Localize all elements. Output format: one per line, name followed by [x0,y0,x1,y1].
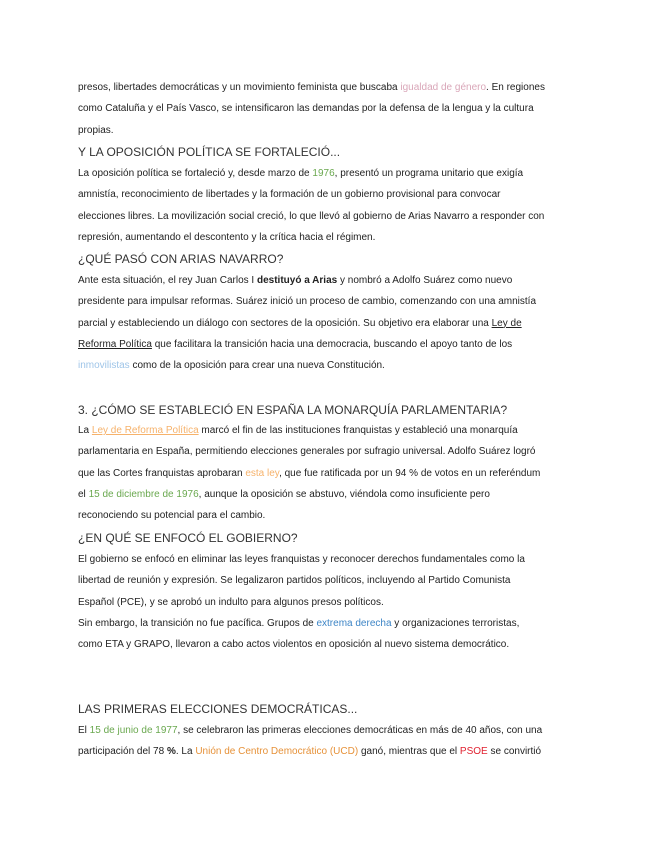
text-line [78,613,583,634]
paragraph-oposicion [78,163,583,248]
text-line [78,334,583,355]
text-line: represión, aumentando el descontento y la crítica hacia el régimen. [78,231,376,243]
text-line: libertad de reunión y expresión. Se legalizaron partidos políticos, incluyendo al Partido Comunista [78,575,511,587]
heading-gobierno: ¿EN QUÉ SE ENFOCÓ EL GOBIERNO? [78,531,298,545]
text-span: y nombró a Adolfo Suárez como nuevo [337,275,513,286]
text-span: como de la oposición para crear una nueva Constitución. [129,360,385,372]
text-span: , presentó un programa unitario que exigía [334,168,524,179]
text-span: y organizaciones terroristas, [391,617,520,629]
text-span: La [78,425,92,436]
text-line [78,720,583,741]
text-line: Español (PCE), y se aprobó un indulto para algunos presos políticos. [78,596,384,608]
text-line: reconociendo su potencial para el cambio. [78,510,266,522]
text-line: elecciones libres. La movilización social creció, lo que llevó al gobierno de Arias Navarro a responder con [78,210,545,222]
text-line [78,420,583,441]
text-line [78,270,583,291]
text-line: parlamentaria en España, permitiendo elecciones generales por sufragio universal. Adolfo Suárez logró [78,446,536,458]
text-span: Ante esta situación, el rey Juan Carlos I [78,275,257,286]
highlight-esta-ley: esta ley [245,467,280,479]
text-line [78,463,583,484]
link-ley-de[interactable]: Ley de [491,317,522,329]
text-line: amnistía, reconocimiento de libertades y la formación de un gobierno provisional para convocar [78,189,501,201]
paragraph-arias [78,270,583,376]
paragraph-gobierno [78,549,583,655]
heading-arias-navarro: ¿QUÉ PASÓ CON ARIAS NAVARRO? [78,252,284,266]
text-line [78,355,583,376]
text-line [78,77,583,98]
highlight-year-1976: 1976 [312,168,335,179]
text-span: La oposición política se fortaleció y, desde marzo de [78,168,313,179]
text-span: se convirtió [487,746,542,758]
highlight-igualdad-genero: igualdad de género [400,82,487,93]
text-line: propias. [78,124,114,136]
text-span: participación del 78 [78,746,167,758]
text-span: , que fue ratificada por un 94 % de votos en un referéndum [279,467,541,479]
text-span: que las Cortes franquistas aprobaran [78,467,246,479]
text-line: presidente para impulsar reformas. Suárez inició un proceso de cambio, comenzando con una amnistía [78,296,537,308]
link-ley-reforma-politica[interactable]: Ley de Reforma Política [91,425,199,436]
text-span: presos, libertades democráticas y un movimiento feminista que buscaba [78,82,401,93]
text-span: que facilitara la transición hacia una democracia, buscando el apoyo tanto de los [151,338,513,350]
bold-percent: % [166,746,176,758]
text-line: El gobierno se enfocó en eliminar las leyes franquistas y reconocer derechos fundamentales como la [78,554,525,565]
text-span: ganó, mientras que el [358,746,460,758]
highlight-inmovilistas: inmovilistas [78,360,130,372]
text-span: el [78,488,89,500]
paragraph-feminism [78,77,583,141]
text-line [78,163,583,184]
text-line: como Cataluña y el País Vasco, se intensificaron las demandas por la defensa de la lengua y la cultura [78,103,534,115]
text-span: parcial y estableciendo un diálogo con sectores de la oposición. Su objetivo era elaborar una [78,317,492,329]
bold-destituyo-arias: destituyó a Arias [256,275,338,286]
heading-monarquia: 3. ¿CÓMO SE ESTABLECIÓ EN ESPAÑA LA MONARQUÍA PARLAMENTARIA? [78,403,508,417]
text-span: marcó el fin de las instituciones franquistas y estableció una monarquía [198,425,518,436]
highlight-psoe: PSOE [459,746,488,758]
text-span: Sin embargo, la transición no fue pacífica. Grupos de [78,617,317,629]
heading-oposicion: Y LA OPOSICIÓN POLÍTICA SE FORTALECIÓ... [78,145,341,159]
highlight-extrema-derecha: extrema derecha [316,617,392,629]
text-span: . En regiones [486,82,545,93]
paragraph-reforma [78,420,583,526]
heading-elecciones: LAS PRIMERAS ELECCIONES DEMOCRÁTICAS... [78,702,358,716]
text-line [78,741,583,762]
highlight-date-1976: 15 de diciembre de 1976 [88,488,199,500]
text-line [78,484,583,505]
text-span: El [78,725,90,736]
text-line: como ETA y GRAPO, llevaron a cabo actos violentos en oposición al nuevo sistema democrático. [78,639,510,651]
highlight-ucd: Unión de Centro Democrático (UCD) [195,746,359,758]
text-span: . La [175,746,196,758]
text-span: , aunque la oposición se abstuvo, viéndola como insuficiente pero [198,488,490,500]
text-line [78,313,583,334]
highlight-date-1977: 15 de junio de 1977 [89,725,178,736]
text-span: , se celebraron las primeras elecciones democráticas en más de 40 años, con una [177,725,543,736]
link-reforma-politica[interactable]: Reforma Política [78,338,152,350]
paragraph-elecciones [78,720,583,763]
